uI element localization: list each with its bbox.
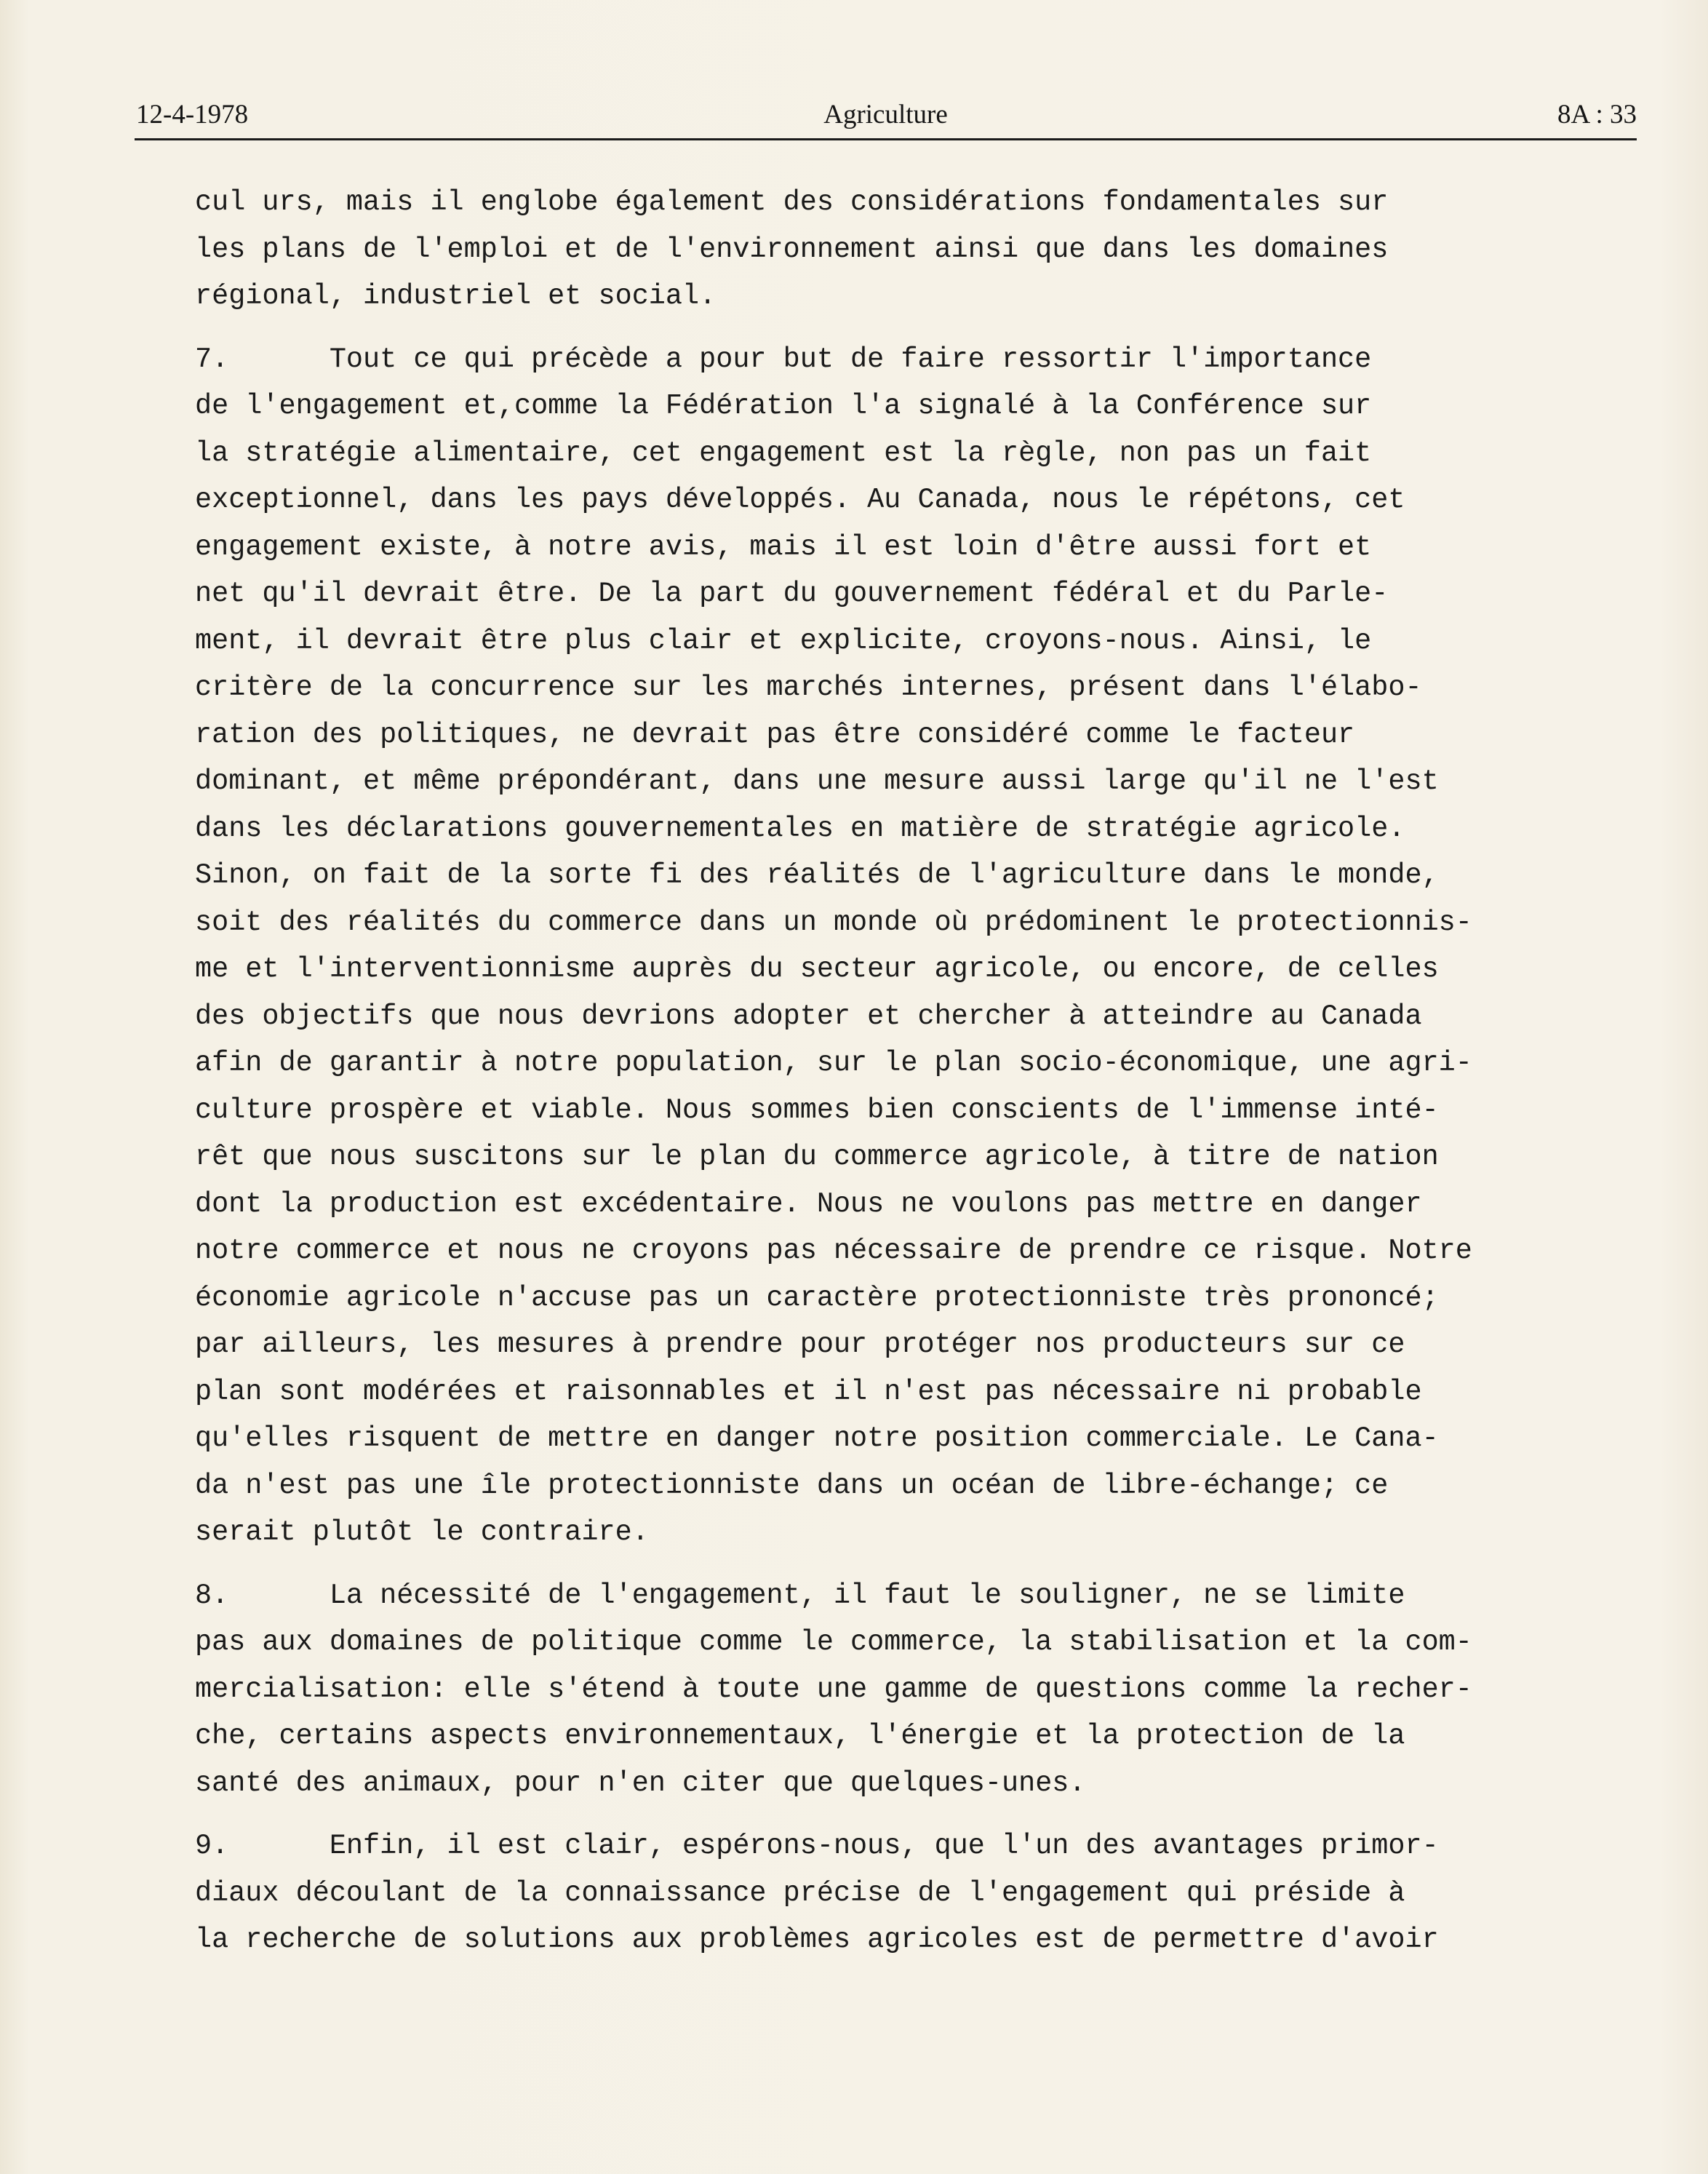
text-line: par ailleurs, les mesures à prendre pour protéger nos producteurs sur ce xyxy=(195,1329,1405,1361)
text-line: de l'engagement et,comme la Fédération l'a signalé à la Conférence sur xyxy=(195,390,1372,422)
paragraph xyxy=(195,179,1613,320)
text-line: 9. Enfin, il est clair, espérons-nous, que l'un des avantages primor- xyxy=(195,1830,1439,1862)
body-text xyxy=(195,179,1613,1964)
text-line: afin de garantir à notre population, sur le plan socio-économique, une agri- xyxy=(195,1047,1472,1079)
header-date: 12-4-1978 xyxy=(136,100,249,130)
text-line: ment, il devrait être plus clair et explicite, croyons-nous. Ainsi, le xyxy=(195,624,1372,657)
text-line: me et l'interventionnisme auprès du secteur agricole, ou encore, de celles xyxy=(195,953,1439,985)
text-line: culture prospère et viable. Nous sommes bien conscients de l'immense inté- xyxy=(195,1094,1439,1126)
paragraph xyxy=(195,1572,1613,1807)
text-line: Sinon, on fait de la sorte fi des réalités de l'agriculture dans le monde, xyxy=(195,859,1439,891)
paragraph-gap xyxy=(195,1556,1613,1572)
text-line: che, certains aspects environnementaux, l'énergie et la protection de la xyxy=(195,1720,1405,1752)
paragraph-gap xyxy=(195,1807,1613,1823)
text-line: qu'elles risquent de mettre en danger notre position commerciale. Le Cana- xyxy=(195,1422,1439,1454)
text-line: mercialisation: elle s'étend à toute une gamme de questions comme la recher- xyxy=(195,1673,1472,1705)
text-line: da n'est pas une île protectionniste dans un océan de libre-échange; ce xyxy=(195,1469,1389,1502)
text-line: rêt que nous suscitons sur le plan du commerce agricole, à titre de nation xyxy=(195,1141,1439,1173)
text-line: les plans de l'emploi et de l'environnement ainsi que dans les domaines xyxy=(195,233,1389,266)
text-line: dont la production est excédentaire. Nous ne voulons pas mettre en danger xyxy=(195,1187,1422,1220)
text-line: engagement existe, à notre avis, mais il est loin d'être aussi fort et xyxy=(195,530,1372,563)
text-line: notre commerce et nous ne croyons pas nécessaire de prendre ce risque. Notre xyxy=(195,1235,1472,1267)
text-line: dominant, et même prépondérant, dans une mesure aussi large qu'il ne l'est xyxy=(195,765,1439,797)
text-line: net qu'il devrait être. De la part du gouvernement fédéral et du Parle- xyxy=(195,578,1389,610)
text-line: des objectifs que nous devrions adopter et chercher à atteindre au Canada xyxy=(195,1000,1422,1032)
text-line: la stratégie alimentaire, cet engagement est la règle, non pas un fait xyxy=(195,437,1372,469)
header-page-number: 8A : 33 xyxy=(1557,100,1637,130)
text-line: cul urs, mais il englobe également des considérations fondamentales sur xyxy=(195,186,1389,218)
paragraph-gap xyxy=(195,320,1613,336)
text-line: soit des réalités du commerce dans un monde où prédominent le protectionnis- xyxy=(195,906,1472,939)
page-header xyxy=(135,99,1637,140)
text-line: santé des animaux, pour n'en citer que quelques-unes. xyxy=(195,1767,1086,1799)
text-line: économie agricole n'accuse pas un caractère protectionniste très prononcé; xyxy=(195,1281,1439,1314)
text-line: dans les déclarations gouvernementales en matière de stratégie agricole. xyxy=(195,812,1405,845)
text-line: la recherche de solutions aux problèmes agricoles est de permettre d'avoir xyxy=(195,1924,1439,1956)
text-line: 8. La nécessité de l'engagement, il faut le souligner, ne se limite xyxy=(195,1579,1405,1612)
text-line: pas aux domaines de politique comme le commerce, la stabilisation et la com- xyxy=(195,1626,1472,1658)
text-line: plan sont modérées et raisonnables et il n'est pas nécessaire ni probable xyxy=(195,1375,1422,1408)
text-line: ration des politiques, ne devrait pas être considéré comme le facteur xyxy=(195,718,1355,751)
text-line: diaux découlant de la connaissance précise de l'engagement qui préside à xyxy=(195,1876,1405,1909)
text-line: régional, industriel et social. xyxy=(195,280,717,312)
text-line: critère de la concurrence sur les marchés internes, présent dans l'élabo- xyxy=(195,672,1422,704)
paragraph xyxy=(195,1823,1613,1964)
text-line: 7. Tout ce qui précède a pour but de faire ressortir l'importance xyxy=(195,343,1372,375)
text-line: serait plutôt le contraire. xyxy=(195,1516,649,1548)
text-line: exceptionnel, dans les pays développés. Au Canada, nous le répétons, cet xyxy=(195,484,1405,516)
header-title: Agriculture xyxy=(823,100,948,130)
paragraph xyxy=(195,336,1613,1556)
